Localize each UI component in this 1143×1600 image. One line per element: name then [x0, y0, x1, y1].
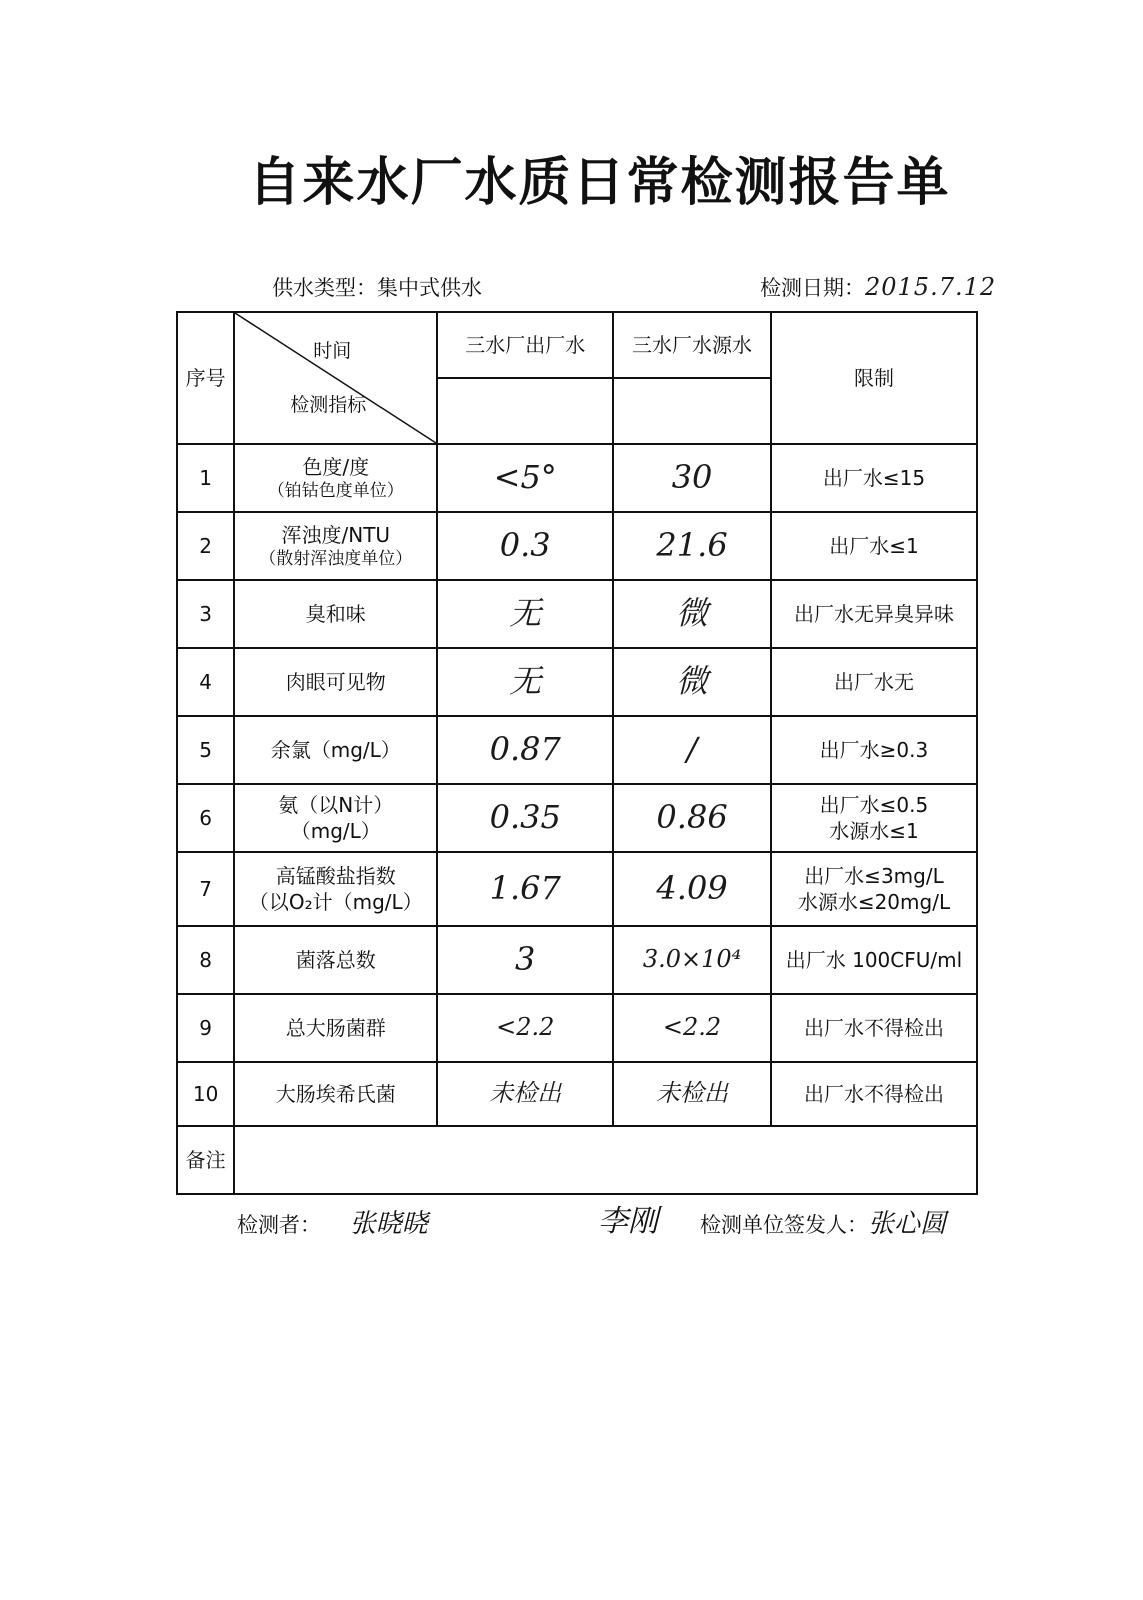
row-value-source [613, 580, 771, 648]
row-index: 7 [177, 852, 234, 926]
indicator-unit: （mg/L） [290, 819, 381, 843]
indicator-name: 臭和味 [305, 602, 366, 626]
row-value-source [613, 926, 771, 994]
row-limit [771, 512, 977, 580]
value-source: 4.09 [656, 869, 728, 908]
table-row [177, 716, 977, 784]
limit-line: 出厂水不得检出 [803, 1016, 944, 1040]
value-out: 无 [509, 662, 542, 701]
row-value-out [437, 926, 613, 994]
table-row [177, 784, 977, 852]
limit-line: 出厂水≥0.3 [819, 738, 929, 762]
value-source: 0.86 [656, 798, 728, 837]
row-limit [771, 994, 977, 1062]
row-value-out [437, 444, 613, 512]
value-out: 0.87 [489, 730, 561, 769]
limit-line: 出厂水无 [833, 670, 914, 694]
report-table [176, 311, 978, 1195]
row-indicator [234, 444, 437, 512]
value-out: 无 [509, 594, 542, 633]
value-out: 0.3 [499, 526, 551, 565]
row-index: 2 [177, 512, 234, 580]
page-title: 自来水厂水质日常检测报告单 [248, 153, 951, 213]
row-value-out [437, 994, 613, 1062]
limit-line: 水源水≤20mg/L [797, 890, 951, 914]
header-index: 序号 [177, 312, 234, 444]
test-date-label: 检测日期： [760, 276, 865, 300]
indicator-name: 余氯（mg/L） [270, 738, 401, 762]
inspector-signature: 张晓晓 [349, 1209, 428, 1239]
value-out: 未检出 [489, 1079, 562, 1108]
row-index: 5 [177, 716, 234, 784]
supply-type-label: 供水类型： [272, 276, 377, 300]
header-sample-out: 三水厂出厂水 [437, 312, 613, 378]
remarks-value [234, 1126, 977, 1194]
indicator-name: 肉眼可见物 [285, 670, 386, 694]
row-indicator [234, 580, 437, 648]
header-limit: 限制 [771, 312, 977, 444]
table-row [177, 444, 977, 512]
row-value-out [437, 784, 613, 852]
row-limit [771, 926, 977, 994]
row-index: 10 [177, 1062, 234, 1126]
limit-line: 水源水≤1 [829, 819, 919, 843]
row-limit [771, 1062, 977, 1126]
row-value-out [437, 1062, 613, 1126]
row-value-out [437, 580, 613, 648]
row-value-source [613, 994, 771, 1062]
indicator-name: 菌落总数 [295, 948, 376, 972]
row-value-out [437, 648, 613, 716]
indicator-name: 氨（以N计） [278, 793, 394, 817]
indicator-unit: （铂钴色度单位） [267, 480, 404, 501]
value-out: 0.35 [489, 798, 561, 837]
row-value-out [437, 512, 613, 580]
value-source: 微 [676, 594, 709, 633]
row-value-source [613, 852, 771, 926]
row-limit [771, 852, 977, 926]
limit-line: 出厂水≤1 [829, 534, 919, 558]
row-index: 8 [177, 926, 234, 994]
value-out: <5° [493, 458, 557, 497]
table-row [177, 512, 977, 580]
row-indicator [234, 648, 437, 716]
second-signature [598, 1196, 658, 1240]
value-out: 3 [515, 940, 536, 979]
row-value-source [613, 716, 771, 784]
issuer [700, 1203, 946, 1240]
remarks-row [177, 1126, 977, 1194]
row-index: 9 [177, 994, 234, 1062]
second-signature-text: 李刚 [598, 1204, 658, 1239]
table-row [177, 1062, 977, 1126]
row-indicator [234, 1062, 437, 1126]
diagonal-line [235, 313, 436, 443]
row-value-source [613, 784, 771, 852]
limit-line: 出厂水 100CFU/ml [785, 948, 963, 972]
header-time: 时间 [313, 340, 352, 362]
value-out: <2.2 [496, 1013, 555, 1042]
row-value-source [613, 1062, 771, 1126]
test-date [760, 272, 996, 302]
row-indicator [234, 926, 437, 994]
limit-line: 出厂水≤3mg/L [804, 864, 944, 888]
header-time-source [613, 378, 771, 444]
indicator-name: 大肠埃希氏菌 [275, 1082, 396, 1106]
row-limit [771, 784, 977, 852]
indicator-name: 高锰酸盐指数 [275, 864, 396, 888]
value-source: 30 [671, 458, 713, 497]
value-source: <2.2 [662, 1013, 722, 1042]
indicator-name: 总大肠菌群 [285, 1016, 386, 1040]
row-limit [771, 648, 977, 716]
value-source: 3.0×10⁴ [642, 945, 742, 974]
limit-line: 出厂水≤15 [822, 466, 926, 490]
remarks-label: 备注 [177, 1126, 234, 1194]
row-value-source [613, 648, 771, 716]
limit-line: 出厂水≤0.5 [819, 793, 929, 817]
issuer-signature: 张心圆 [868, 1209, 947, 1239]
row-indicator [234, 852, 437, 926]
row-limit [771, 444, 977, 512]
header-row [177, 312, 977, 378]
header-time-out [437, 378, 613, 444]
row-indicator [234, 784, 437, 852]
row-indicator [234, 512, 437, 580]
row-indicator [234, 994, 437, 1062]
row-value-out [437, 716, 613, 784]
row-index: 6 [177, 784, 234, 852]
header-diagonal-cell [234, 312, 437, 444]
table-row [177, 580, 977, 648]
row-index: 3 [177, 580, 234, 648]
header-indicator: 检测指标 [290, 394, 367, 416]
indicator-unit: （散射浑浊度单位） [259, 548, 413, 569]
table-row [177, 994, 977, 1062]
value-out: 1.67 [489, 869, 561, 908]
row-value-out [437, 852, 613, 926]
indicator-name: 浑浊度/NTU [281, 522, 391, 547]
supply-type-value: 集中式供水 [377, 276, 482, 300]
row-index: 4 [177, 648, 234, 716]
supply-type [272, 272, 482, 302]
header-sample-source: 三水厂水源水 [613, 312, 771, 378]
test-date-value: 2015.7.12 [865, 273, 997, 301]
value-source: 未检出 [656, 1079, 729, 1108]
indicator-name: 色度/度 [302, 454, 370, 479]
value-source: 21.6 [656, 526, 728, 565]
indicator-unit: （以O₂计（mg/L） [248, 890, 423, 914]
value-source: / [686, 730, 698, 769]
limit-line: 出厂水无异臭异味 [793, 602, 954, 626]
table-row [177, 648, 977, 716]
value-source: 微 [676, 662, 709, 701]
row-value-source [613, 512, 771, 580]
row-limit [771, 716, 977, 784]
inspector-label: 检测者： [237, 1213, 321, 1237]
row-index: 1 [177, 444, 234, 512]
row-value-source [613, 444, 771, 512]
table-row [177, 852, 977, 926]
inspector [237, 1203, 428, 1240]
row-indicator [234, 716, 437, 784]
issuer-label: 检测单位签发人： [700, 1213, 868, 1237]
limit-line: 出厂水不得检出 [803, 1082, 944, 1106]
table-row [177, 926, 977, 994]
row-limit [771, 580, 977, 648]
